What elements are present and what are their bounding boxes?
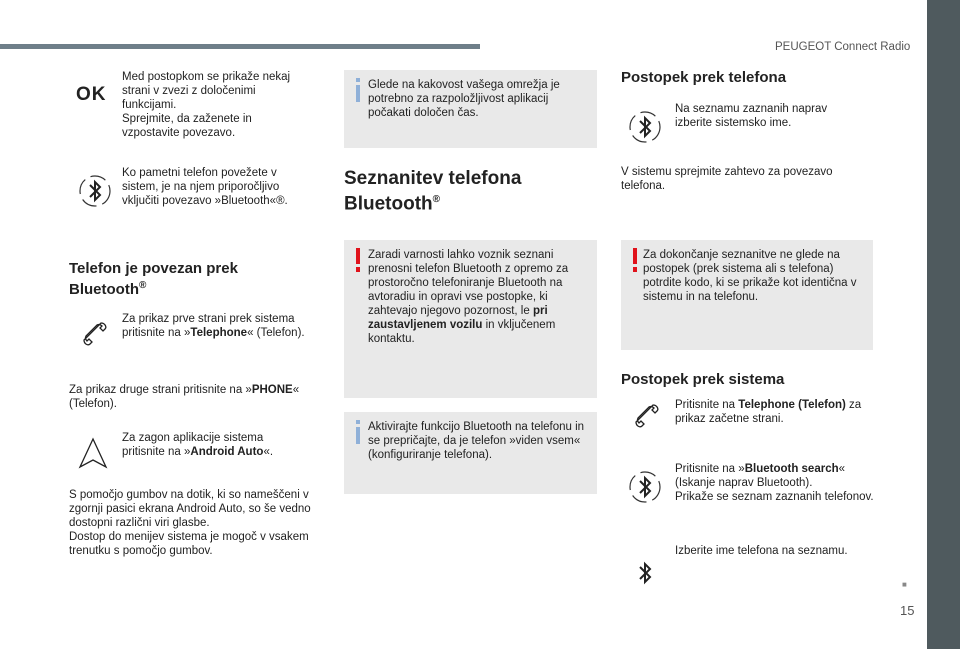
ok-step-text: Med postopkom se prikaže nekaj strani v zvezi z določenimi funkcijami. Sprejmite, da zaženete in vzpostavite povezavo. [122,71,291,139]
warning-icon [629,248,641,272]
warning-safety-text: Zaradi varnosti lahko voznik seznani prenosni telefon Bluetooth z opremo za prostoročno telefoniranje Bluetooth na avtoradiu in opravi vse postopke, ki zahtevajo njegovo pozornost, le pri zaustavljenem vozilu in vključenem kontaktu. [368,249,569,345]
system-step-select-phone: Izberite ime telefona na seznamu. [675,545,848,557]
info-box-network [344,70,597,148]
page-number: 15 [900,603,915,618]
section-heading-pairing: Seznanitev telefona Bluetooth® [344,168,522,215]
section-heading-system-procedure: Postopek prek sistema [621,371,785,388]
phone-step-select-system: Na seznamu zaznanih naprav izberite sistemsko ime. [675,103,828,129]
android-auto-step-text: Za zagon aplikacije sistema pritisnite na »Android Auto«. [122,432,274,458]
brand-label: PEUGEOT Connect Radio [775,41,911,53]
phone-handset-icon [76,318,110,352]
ok-icon: OK [76,84,107,105]
phone-accept-request-text: V sistemu sprejmite zahtevo za povezavo telefona. [621,166,833,192]
warning-box-code [621,240,873,350]
info-icon [352,420,364,444]
phone-second-page-text: Za prikaz druge strani pritisnite na »PHONE« (Telefon). [69,384,300,410]
android-auto-note: S pomočjo gumbov na dotik, ki so nameščeni v zgornji pasici ekrana Android Auto, so še vedno dostopni različni viri glasbe. Dostop do menijev sistema je mogoč v vsakem trenutku s pomočjo gumbov. [69,489,311,557]
info-network-text: Glede na kakovost vašega omrežja je potrebno za razpoložljivost aplikacij počakati določen čas. [368,79,560,119]
page-edge-tab [927,0,960,649]
info-icon [352,78,364,102]
section-heading-connected: Telefon je povezan prek Bluetooth® [69,260,238,298]
system-step-telephone: Pritisnite na Telephone (Telefon) za prikaz začetne strani. [675,399,862,425]
section-heading-phone-procedure: Postopek prek telefona [621,69,787,86]
bluetooth-icon [628,556,662,590]
header-bar [0,44,480,49]
system-step-bluetooth-search: Pritisnite na »Bluetooth search« (Iskanje naprav Bluetooth). Prikaže se seznam zaznanih telefonov. [675,463,874,503]
warning-code-text: Za dokončanje seznanitve ne glede na postopek (prek sistema ali s telefona) potrdite kodo, ki se prikaže kot identična v sistemu in na telefonu. [643,249,857,303]
continue-mark: ■ [902,580,907,589]
android-auto-icon [76,436,110,470]
bluetooth-recommend-text: Ko pametni telefon povežete v sistem, je na njem priporočljivo vključiti povezavo »Bluetooth«®. [122,167,288,207]
bluetooth-icon [628,470,662,504]
phone-handset-icon [628,400,662,434]
info-box-visibility [344,412,597,494]
bluetooth-icon [628,110,662,144]
telephone-step-text: Za prikaz prve strani prek sistema pritisnite na »Telephone« (Telefon). [122,313,305,339]
warning-box-safety [344,240,597,398]
bluetooth-icon [78,174,112,208]
warning-icon [352,248,364,272]
info-visibility-text: Aktivirajte funkcijo Bluetooth na telefonu in se prepričajte, da je telefon »viden vsem« (konfiguriranje telefona). [368,421,585,461]
